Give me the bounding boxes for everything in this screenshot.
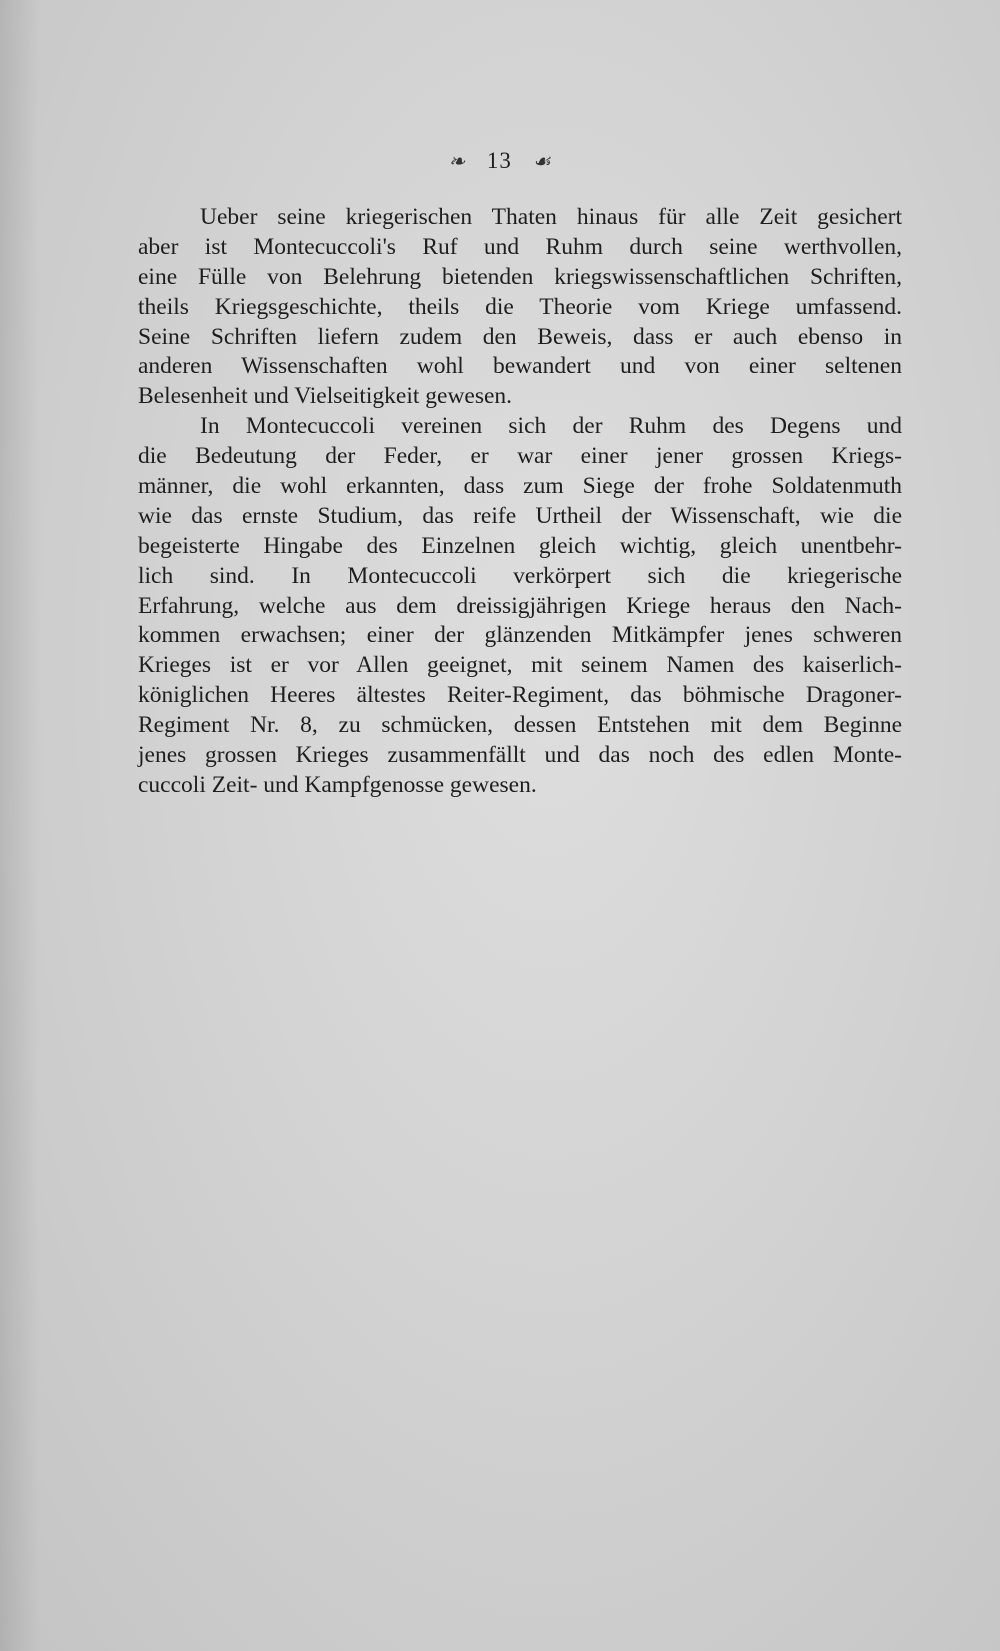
text-line: eine Fülle von Belehrung bietenden kriegswissenschaftlichen Schriften, [138, 263, 902, 290]
text-line: begeisterte Hingabe des Einzelnen gleich wichtig, gleich unentbehr- [138, 532, 902, 559]
text-line: In Montecuccoli vereinen sich der Ruhm des Degens und [200, 413, 902, 440]
text-line: Seine Schriften liefern zudem den Beweis, dass er auch ebenso in [138, 323, 902, 350]
text-line: lich sind. In Montecuccoli verkörpert sich die kriegerische [138, 562, 902, 589]
page-header [0, 148, 1000, 174]
text-line: die Bedeutung der Feder, er war einer jener grossen Kriegs- [138, 443, 902, 470]
text-line: theils Kriegsgeschichte, theils die Theorie vom Kriege umfassend. [138, 293, 902, 320]
page-number: 13 [486, 148, 512, 173]
text-line: Krieges ist er vor Allen geeignet, mit seinem Namen des kaiserlich- [138, 652, 902, 679]
text-line: männer, die wohl erkannten, dass zum Siege der frohe Soldatenmuth [138, 473, 902, 500]
text-line: anderen Wissenschaften wohl bewandert und von einer seltenen [138, 353, 902, 380]
body-text [138, 203, 902, 801]
text-line: königlichen Heeres ältestes Reiter-Regiment, das böhmische Dragoner- [138, 682, 902, 709]
text-line: Belesenheit und Vielseitigkeit gewesen. [138, 383, 513, 410]
text-line: aber ist Montecuccoli's Ruf und Ruhm durch seine werthvollen, [138, 233, 902, 260]
text-line: Erfahrung, welche aus dem dreissigjährigen Kriege heraus den Nach- [138, 592, 902, 619]
binding-shadow [0, 0, 40, 1651]
ornament-left-icon: ❧ [448, 151, 467, 173]
text-line: cuccoli Zeit- und Kampfgenosse gewesen. [138, 771, 537, 798]
text-line: wie das ernste Studium, das reife Urtheil der Wissenschaft, wie die [138, 502, 902, 529]
text-line: jenes grossen Krieges zusammenfällt und das noch des edlen Monte- [138, 742, 902, 769]
text-line: Regiment Nr. 8, zu schmücken, dessen Entstehen mit dem Beginne [138, 712, 902, 739]
text-line: kommen erwachsen; einer der glänzenden Mitkämpfer jenes schweren [138, 622, 902, 649]
ornament-right-icon: ☙ [532, 151, 552, 173]
text-line: Ueber seine kriegerischen Thaten hinaus für alle Zeit gesichert [200, 204, 902, 230]
